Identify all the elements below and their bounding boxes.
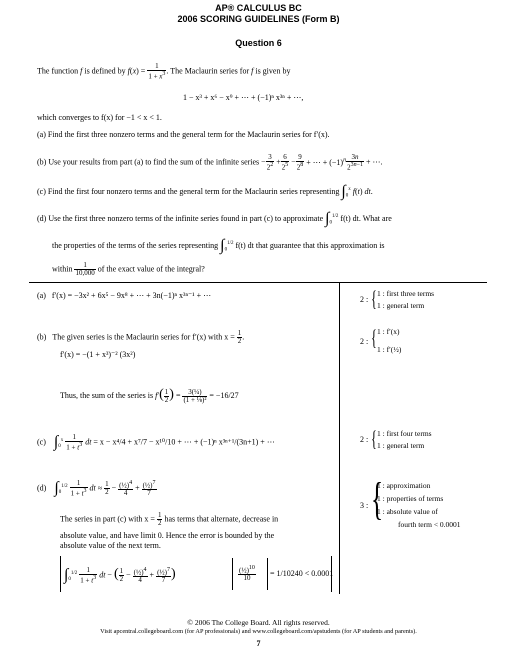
error-bound-value: = 1/10240 < 0.0001 <box>270 569 334 578</box>
scoring-d-item-4: fourth term < 0.0001 <box>398 520 461 529</box>
page-title: AP® CALCULUS BC <box>215 3 302 13</box>
scoring-column-divider <box>339 282 340 594</box>
scoring-a-item-1: 1 : first three terms <box>377 289 435 298</box>
solution-b-line2: f′(x) = −(1 + x³)⁻² (3x²) <box>60 350 136 359</box>
scoring-d-item-3: 1 : absolute value of <box>377 507 438 516</box>
solution-d-line1: (d) $\int_0^{1/2}$ $\frac{1}{1 + t^3}$ dt ≈ $\frac{1}{2}$ − $\frac{(\frac{1}{2})^4}{4}$ + $\frac{(\frac{1}{2})^7}{7}$ <box>37 479 156 498</box>
scoring-d-points: 3 : <box>360 501 369 510</box>
scoring-c-item-2: 1 : general term <box>377 441 425 450</box>
part-a-question: (a) Find the first three nonzero terms and the general term for the Maclaurin series for f′(x). <box>37 130 330 139</box>
footer-copyright: © 2006 The College Board. All rights reserved. <box>187 618 330 627</box>
solution-d-line3: absolute value, and have limit 0. Hence the error is bounded by the <box>60 531 275 540</box>
page-number: 7 <box>256 639 261 648</box>
scoring-a-item-2: 1 : general term <box>377 301 425 310</box>
error-bound-expression: $\int_0^{1/2}$ $\frac{1}{1 + t^3}$ dt − ( $\frac{1}{2}$ − $\frac{(\frac{1}{2})^4}{4}$ + $\frac{(\frac{1}{2})^7}{7}$ ) <box>64 566 176 585</box>
brace-icon: { <box>371 473 384 524</box>
footer-visit: Visit apcentral.collegeboard.com (for AP professionals) and www.collegeboard.com/apstudents (for AP students and parents). <box>100 628 417 635</box>
brace-icon: { <box>371 325 377 350</box>
scoring-b-item-2: 1 : f′(½) <box>377 345 402 354</box>
solution-d-line4: absolute value of the next term. <box>60 541 161 550</box>
solution-d-line2: The series in part (c) with x = $\frac{1}{2}$ has terms that alternate, decrease in <box>60 511 279 527</box>
scoring-b-points: 2 : <box>360 337 369 346</box>
scoring-c-item-1: 1 : first four terms <box>377 429 432 438</box>
solution-c: (c) $\int_0^x$ $\frac{1}{1 + t^3}$ dt = x − x⁴/4 + x⁷/7 − x¹⁰/10 + ⋯ + (−1)ⁿ x³ⁿ⁺¹/(3n+1) + ⋯ <box>37 433 275 452</box>
scoring-b-item-1: 1 : f′(x) <box>377 327 400 336</box>
scoring-d-item-1: 1 : approximation <box>377 481 431 490</box>
brace-icon: { <box>371 426 377 451</box>
part-d-question-line3: within $\frac{1}{10,000}$ of the exact value of the integral? <box>52 261 205 277</box>
scoring-a-points: 2 : <box>360 295 369 304</box>
solution-b-line3: Thus, the sum of the series is f′( $\frac{1}{2}$ ) = $\frac{\text{3(¼)}}{\text{(1 + ⅛)²}}$ = −16/27 <box>60 387 239 404</box>
page-subtitle: 2006 SCORING GUIDELINES (Form B) <box>177 14 340 24</box>
convergence-text: which converges to f(x) for −1 < x < 1. <box>37 113 162 122</box>
solution-b-line1: (b) The given series is the Maclaurin series for f′(x) with x = $\frac{1}{2}$ . <box>37 329 245 345</box>
part-b-question: (b) Use your results from part (a) to find the sum of the infinite series − $\frac{3}{2^2}$ + $\frac{6}{2^5}$ − $\frac{9}{2^8}$ + ⋯ + $(-1)^n$ $\frac{3n}{2^{3n-1}}$ + ⋯. <box>37 153 383 172</box>
question-heading: Question 6 <box>235 38 282 48</box>
part-d-question-line1: (d) Use the first three nonzero terms of the infinite series found in part (c) to approximate $\int_0^{1/2}$ f(t) dt. What are <box>37 210 392 227</box>
maclaurin-series: 1 − x³ + x⁶ − x⁹ + ⋯ + (−1)ⁿ x³ⁿ + ⋯, <box>183 93 304 102</box>
part-d-question-line2: the properties of the terms of the series representing $\int_0^{1/2}$ f(t) dt that guarantee that this approximation is <box>52 237 385 254</box>
next-term: $\frac{(\frac{1}{2})^{10}}{10}$ <box>239 565 255 583</box>
problem-intro: The function f is defined by f(x) = $\frac{1}{1 + x^3}$ . The Maclaurin series for f is given by <box>37 62 291 81</box>
scoring-c-points: 2 : <box>360 435 369 444</box>
scoring-d-item-2: 1 : properties of terms <box>377 494 444 503</box>
part-c-question: (c) Find the first four nonzero terms and the general term for the Maclaurin series representing $\int_0^x$ f(t) dt. <box>37 183 373 200</box>
brace-icon: { <box>371 286 377 311</box>
solution-a: (a) f′(x) = −3x² + 6x⁵ − 9x⁸ + ⋯ + 3n(−1)ⁿ x³ⁿ⁻¹ + ⋯ <box>37 291 212 300</box>
section-divider <box>29 282 487 283</box>
